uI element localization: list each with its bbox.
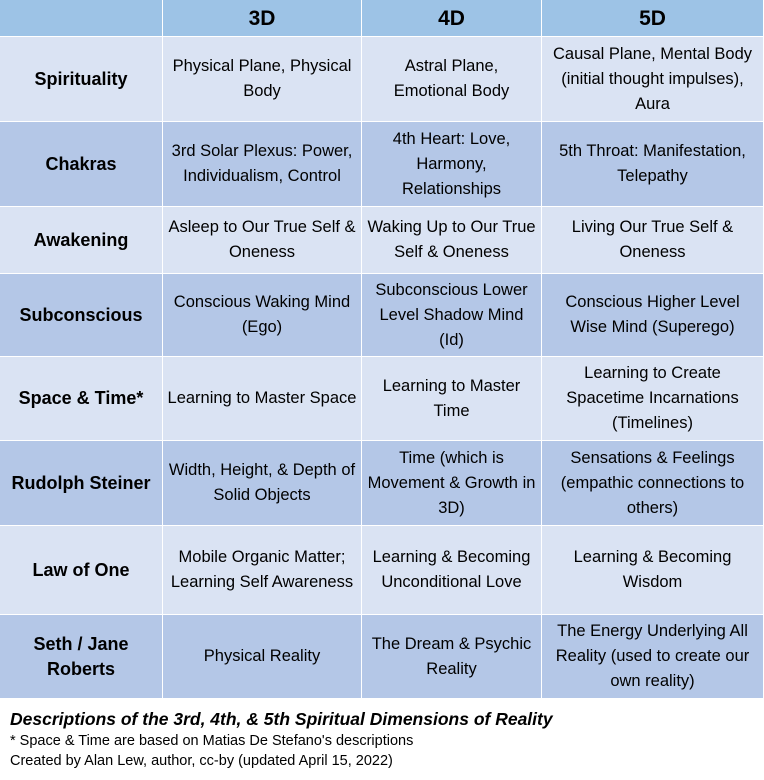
- table-cell: Learning to Create Spacetime Incarnations (Timelines): [542, 357, 764, 441]
- row-label-rudolph-steiner: Rudolph Steiner: [0, 441, 163, 526]
- caption-note: * Space & Time are based on Matias De Stefano's descriptions: [10, 733, 414, 749]
- table-cell: Astral Plane, Emotional Body: [362, 37, 542, 122]
- table-cell: Sensations & Feelings (empathic connections to others): [542, 441, 764, 526]
- table-cell: Mobile Organic Matter; Learning Self Awareness: [163, 526, 362, 615]
- row-label-awakening: Awakening: [0, 207, 163, 274]
- row-label-space-time: Space & Time*: [0, 357, 163, 441]
- table-cell: The Energy Underlying All Reality (used to create our own reality): [542, 615, 764, 699]
- caption-title: Descriptions of the 3rd, 4th, & 5th Spiritual Dimensions of Reality: [10, 709, 553, 729]
- table-cell: 5th Throat: Manifestation, Telepathy: [542, 122, 764, 207]
- table-cell: Living Our True Self & Oneness: [542, 207, 764, 274]
- column-header-3d: 3D: [163, 0, 362, 37]
- table-cell: Learning to Master Time: [362, 357, 542, 441]
- row-label-subconscious: Subconscious: [0, 274, 163, 357]
- table-cell: Waking Up to Our True Self & Oneness: [362, 207, 542, 274]
- table-cell: Width, Height, & Depth of Solid Objects: [163, 441, 362, 526]
- table-caption: [0, 699, 764, 771]
- row-label-spirituality: Spirituality: [0, 37, 163, 122]
- row-label-law-of-one: Law of One: [0, 526, 163, 615]
- table-cell: 3rd Solar Plexus: Power, Individualism, Control: [163, 122, 362, 207]
- row-label-chakras: Chakras: [0, 122, 163, 207]
- table-cell: Subconscious Lower Level Shadow Mind (Id): [362, 274, 542, 357]
- table-cell: 4th Heart: Love, Harmony, Relationships: [362, 122, 542, 207]
- table-cell: Learning to Master Space: [163, 357, 362, 441]
- table-cell: Conscious Higher Level Wise Mind (Superego): [542, 274, 764, 357]
- caption-credit: Created by Alan Lew, author, cc-by (updated April 15, 2022): [10, 753, 393, 769]
- table-cell: Physical Reality: [163, 615, 362, 699]
- table-cell: Causal Plane, Mental Body (initial thought impulses), Aura: [542, 37, 764, 122]
- table-cell: Time (which is Movement & Growth in 3D): [362, 441, 542, 526]
- table-cell: Learning & Becoming Unconditional Love: [362, 526, 542, 615]
- column-header-4d: 4D: [362, 0, 542, 37]
- table-cell: Physical Plane, Physical Body: [163, 37, 362, 122]
- corner-cell: [0, 0, 163, 37]
- row-label-seth-jane-roberts: Seth / Jane Roberts: [0, 615, 163, 699]
- table-cell: Conscious Waking Mind (Ego): [163, 274, 362, 357]
- table-cell: Learning & Becoming Wisdom: [542, 526, 764, 615]
- table-cell: The Dream & Psychic Reality: [362, 615, 542, 699]
- column-header-5d: 5D: [542, 0, 764, 37]
- table-cell: Asleep to Our True Self & Oneness: [163, 207, 362, 274]
